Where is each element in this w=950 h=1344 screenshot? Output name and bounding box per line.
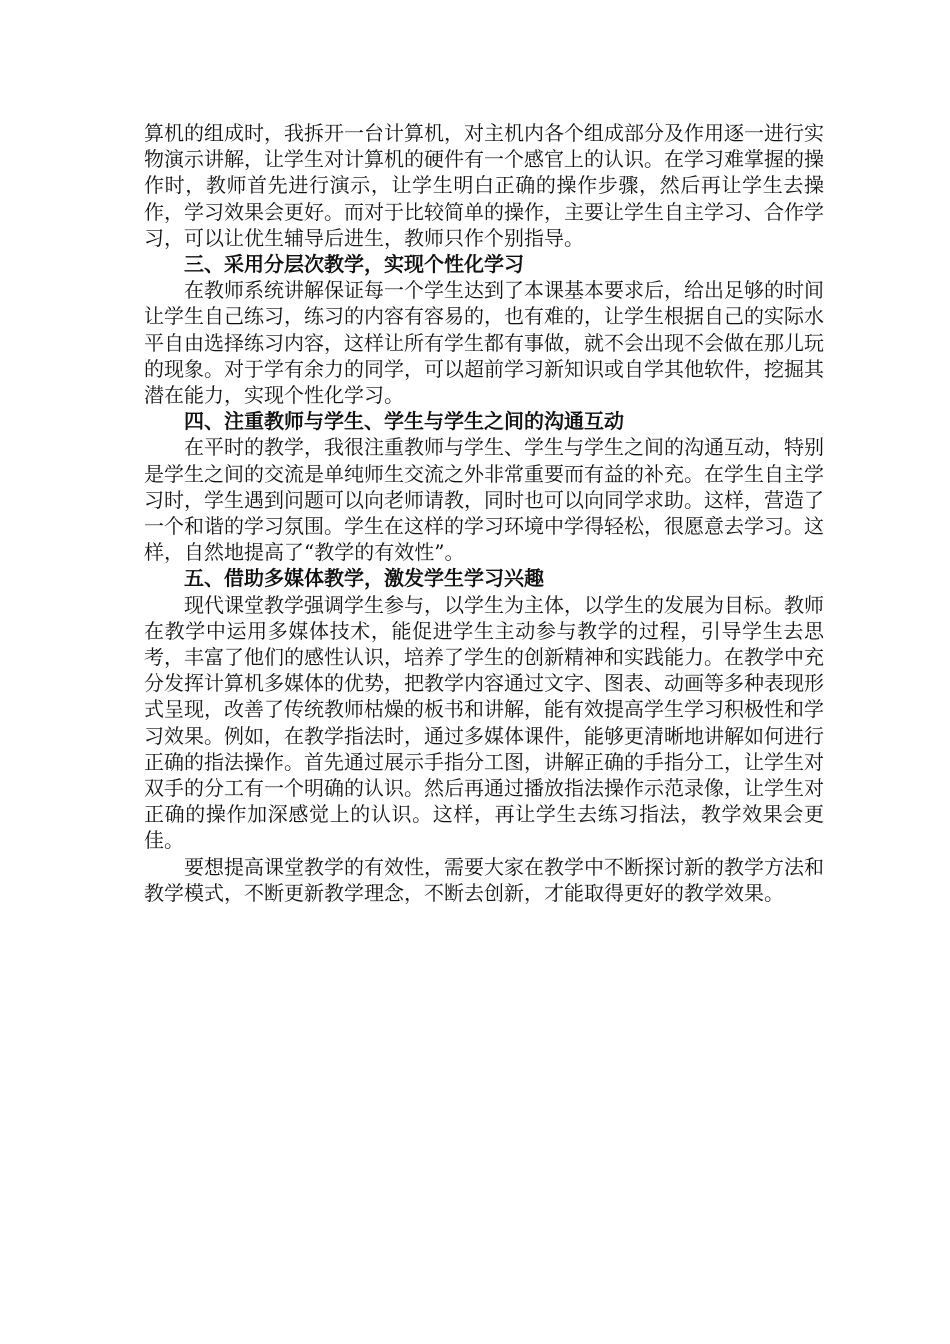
document-body: [144, 120, 824, 906]
paragraph-intro-continuation: 算机的组成时，我拆开一台计算机，对主机内各个组成部分及作用逐一进行实物演示讲解，让学生对计算机的硬件有一个感官上的认识。在学习难掌握的操作时，教师首先进行演示，让学生明白正确的操作步骤，然后再让学生去操作，学习效果会更好。而对于比较简单的操作，主要让学生自主学习、合作学习，可以让优生辅导后进生，教师只作个别指导。: [144, 121, 824, 250]
paragraph-section-5: 现代课堂教学强调学生参与，以学生为主体，以学生的发展为目标。教师在教学中运用多媒体技术，能促进学生主动参与教学的过程，引导学生去思考，丰富了他们的感性认识，培养了学生的创新精神和实践能力。在教学中充分发挥计算机多媒体的优势，把教学内容通过文字、图表、动画等多种表现形式呈现，改善了传统教师枯燥的板书和讲解，能有效提高学生学习积极性和学习效果。例如，在教学指法时，通过多媒体课件，能够更清晰地讲解如何进行正确的指法操作。首先通过展示手指分工图，讲解正确的手指分工，让学生对双手的分工有一个明确的认识。然后再通过播放指法操作示范录像，让学生对正确的操作加深感觉上的认识。这样，再让学生去练习指法，教学效果会更佳。: [144, 592, 824, 853]
section-heading-4: 四、注重教师与学生、学生与学生之间的沟通互动: [184, 409, 624, 434]
section-heading-3: 三、采用分层次教学，实现个性化学习: [184, 252, 524, 277]
paragraph-section-3: 在教师系统讲解保证每一个学生达到了本课基本要求后，给出足够的时间让学生自己练习，练习的内容有容易的，也有难的，让学生根据自己的实际水平自由选择练习内容，这样让所有学生都有事做，就不会出现不会做在那儿玩的现象。对于学有余力的同学，可以超前学习新知识或自学其他软件，挖掘其潜在能力，实现个性化学习。: [144, 278, 824, 408]
paragraph-conclusion: 要想提高课堂教学的有效性，需要大家在教学中不断探讨新的教学方法和教学模式，不断更新教学理念，不断去创新，才能取得更好的教学效果。: [144, 854, 824, 905]
paragraph-section-4: 在平时的教学，我很注重教师与学生、学生与学生之间的沟通互动，特别是学生之间的交流是单纯师生交流之外非常重要而有益的补充。在学生自主学习时，学生遇到问题可以向老师请教，同时也可以向同学求助。这样，营造了一个和谐的学习氛围。学生在这样的学习环境中学得轻松，很愿意去学习。这样，自然地提高了“教学的有效性”。: [144, 435, 824, 565]
section-heading-5: 五、借助多媒体教学，激发学生学习兴趣: [184, 566, 544, 591]
